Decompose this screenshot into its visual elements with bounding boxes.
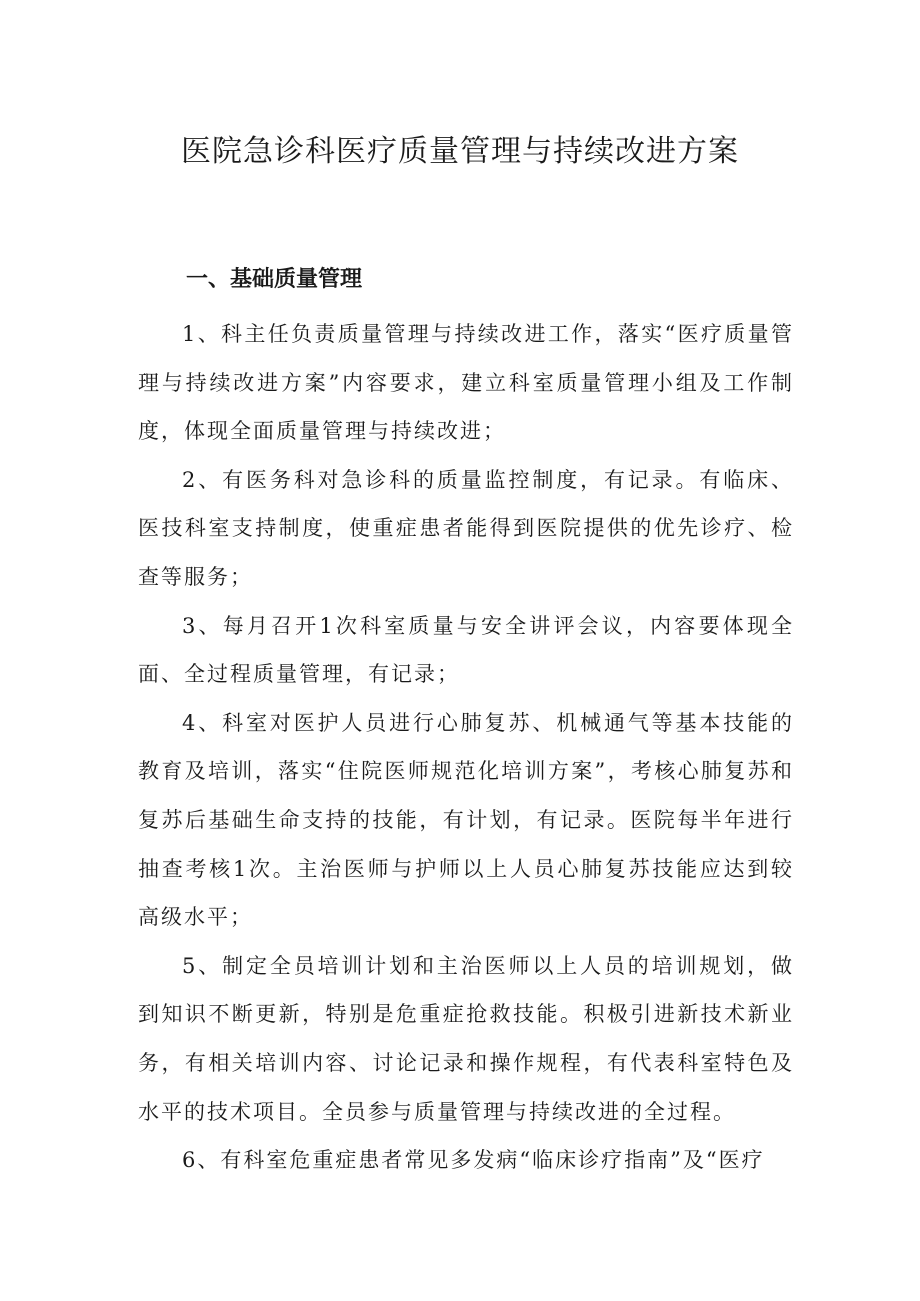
paragraph-2: 2、有医务科对急诊科的质量监控制度，有记录。有临床、医技科室支持制度，使重症患者能得到医院提供的优先诊疗、检查等服务； xyxy=(138,467,794,589)
section-body xyxy=(138,310,794,1185)
document-title: 医院急诊科医疗质量管理与持续改进方案 xyxy=(181,134,739,169)
paragraph-5: 5、制定全员培训计划和主治医师以上人员的培训规划，做到知识不断更新，特别是危重症抢救技能。积极引进新技术新业务，有相关培训内容、讨论记录和操作规程，有代表科室特色及水平的技术项目。全员参与质量管理与持续改进的全过程。 xyxy=(138,953,794,1124)
paragraph-3: 3、每月召开1次科室质量与安全讲评会议，内容要体现全面、全过程质量管理，有记录； xyxy=(138,613,794,687)
section-heading-basic-quality: 一、基础质量管理 xyxy=(186,267,363,292)
paragraph-4: 4、科室对医护人员进行心肺复苏、机械通气等基本技能的教育及培训，落实“住院医师规范化培训方案”，考核心肺复苏和复苏后基础生命支持的技能，有计划，有记录。医院每半年进行抽查考核1次。主治医师与护师以上人员心肺复苏技能应达到较高级水平； xyxy=(138,710,794,930)
paragraph-1: 1、科主任负责质量管理与持续改进工作，落实“医疗质量管理与持续改进方案”内容要求，建立科室质量管理小组及工作制度，体现全面质量管理与持续改进； xyxy=(138,322,794,444)
paragraph-6: 6、有科室危重症患者常见多发病“临床诊疗指南”及“医疗 xyxy=(182,1148,765,1173)
